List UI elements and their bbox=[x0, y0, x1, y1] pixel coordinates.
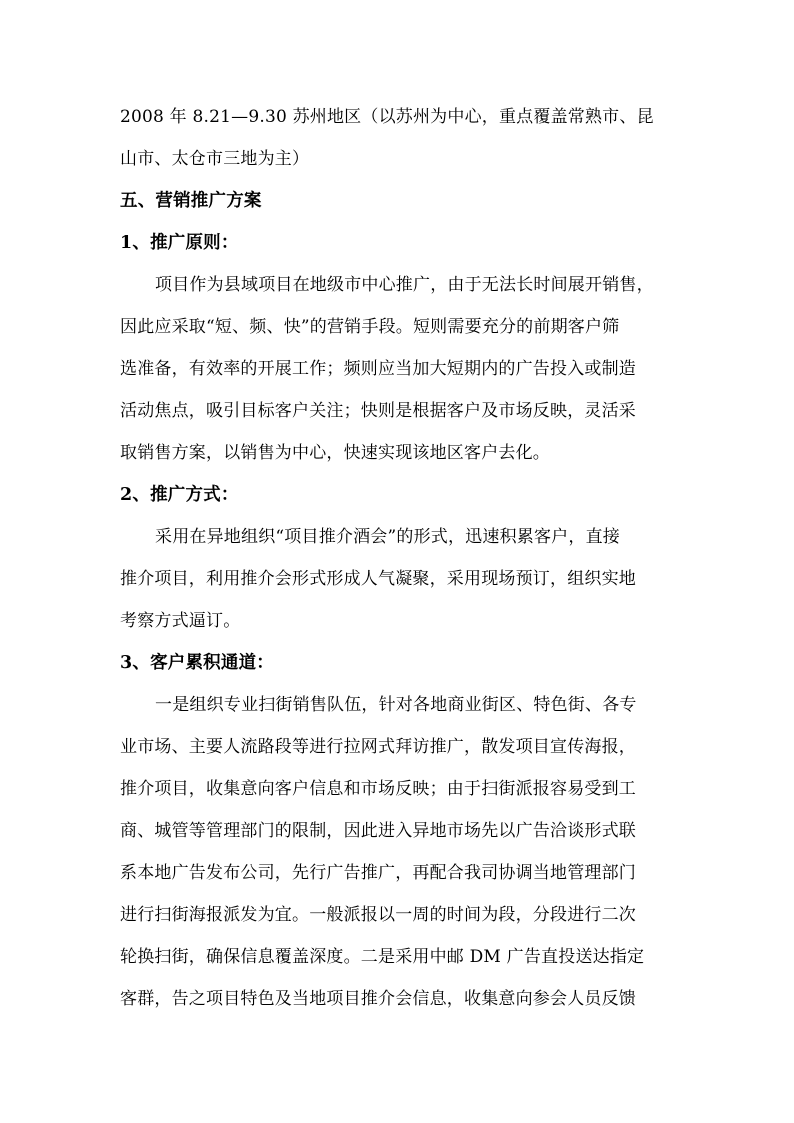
paragraph-line: 客群，告之项目特色及当地项目推介会信息，收集意向参会人员反馈 bbox=[120, 989, 636, 1009]
paragraph-line: 一是组织专业扫街销售队伍，针对各地商业街区、特色街、各专 bbox=[155, 695, 637, 715]
paragraph-line: 系本地广告发布公司，先行广告推广，再配合我司协调当地管理部门 bbox=[120, 863, 636, 883]
section-title: 五、营销推广方案 bbox=[120, 191, 262, 211]
subsection-heading-1: 1、推广原则： bbox=[120, 233, 239, 253]
intro-line-1: 2008 年 8.21—9.30 苏州地区（以苏州为中心，重点覆盖常熟市、昆 bbox=[120, 107, 654, 127]
paragraph-line: 项目作为县域项目在地级市中心推广，由于无法长时间展开销售， bbox=[155, 275, 654, 295]
subsection-heading-3: 3、客户累积通道： bbox=[120, 653, 274, 673]
subsection-heading-2: 2、推广方式： bbox=[120, 485, 239, 505]
intro-line-2: 山市、太仓市三地为主） bbox=[120, 149, 310, 169]
paragraph-line: 取销售方案，以销售为中心，快速实现该地区客户去化。 bbox=[120, 443, 550, 463]
paragraph-line: 推介项目，利用推介会形式形成人气凝聚，采用现场预订，组织实地 bbox=[120, 569, 636, 589]
paragraph-line: 选准备，有效率的开展工作；频则应当加大短期内的广告投入或制造 bbox=[120, 359, 636, 379]
paragraph-line: 活动焦点，吸引目标客户关注；快则是根据客户及市场反映，灵活采 bbox=[120, 401, 636, 421]
paragraph-line: 业市场、主要人流路段等进行拉网式拜访推广，散发项目宣传海报， bbox=[120, 737, 636, 757]
paragraph-line: 进行扫街海报派发为宜。一般派报以一周的时间为段，分段进行二次 bbox=[120, 905, 636, 925]
paragraph-line: 商、城管等管理部门的限制，因此进入异地市场先以广告洽谈形式联 bbox=[120, 821, 636, 841]
paragraph-line: 采用在异地组织“项目推介酒会”的形式，迅速积累客户，直接 bbox=[155, 527, 620, 547]
paragraph-line: 轮换扫街，确保信息覆盖深度。二是采用中邮 DM 广告直投送达指定 bbox=[120, 947, 645, 967]
paragraph-line: 因此应采取“短、频、快”的营销手段。短则需要充分的前期客户筛 bbox=[120, 317, 620, 337]
paragraph-line: 推介项目，收集意向客户信息和市场反映；由于扫街派报容易受到工 bbox=[120, 779, 636, 799]
paragraph-line: 考察方式逼订。 bbox=[120, 611, 241, 631]
